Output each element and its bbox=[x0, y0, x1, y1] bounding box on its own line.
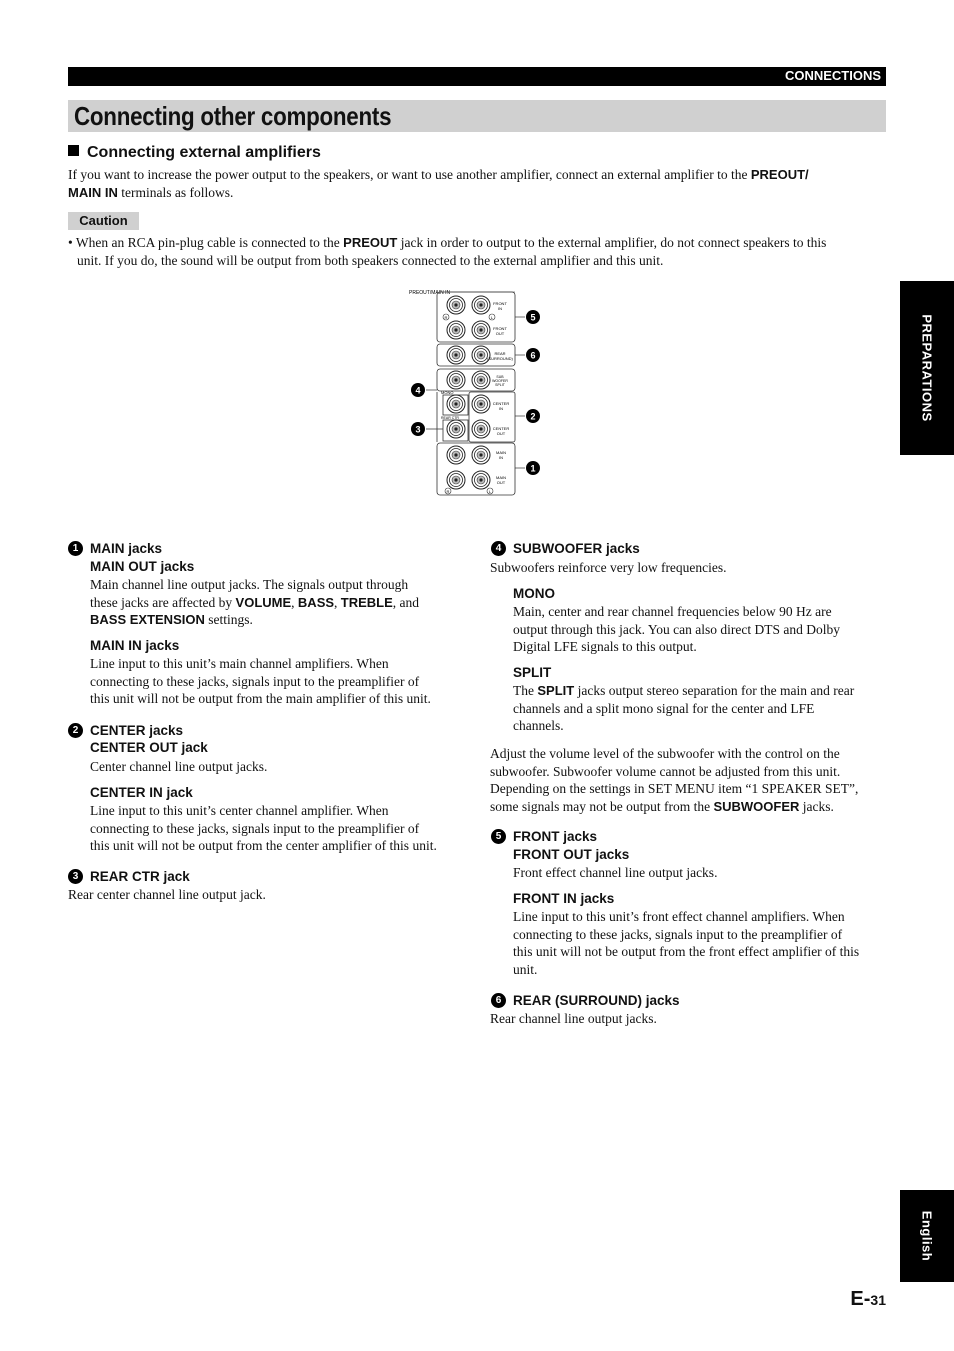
subwoofer-text: Subwoofers reinforce very low frequencies. bbox=[490, 560, 727, 575]
svg-text:(SURROUND): (SURROUND) bbox=[487, 356, 513, 361]
front-jacks-heading: 5 FRONT jacks bbox=[513, 828, 597, 846]
front-out-r-jack[interactable] bbox=[447, 321, 465, 339]
callout-3 bbox=[411, 422, 425, 436]
svg-text:R: R bbox=[444, 315, 448, 320]
svg-text:R: R bbox=[446, 489, 450, 494]
front-in-r-jack[interactable] bbox=[447, 296, 465, 314]
front-in-l-jack[interactable] bbox=[472, 296, 490, 314]
svg-text:OUT: OUT bbox=[496, 480, 506, 485]
section-heading: Connecting external amplifiers bbox=[68, 144, 321, 162]
main-in-r-jack[interactable] bbox=[447, 446, 465, 464]
center-in-text: Line input to this unit’s center channel amplifier. When connecting to these jacks, signals input to the preamplifier of this unit will not be output from the center amplifier of this unit. bbox=[90, 803, 437, 854]
front-in-text: Line input to this unit’s front effect channel amplifiers. When connecting to these jacks, signals input to the preamplifier of this unit will not be output from the front effect amplifier of this unit. bbox=[513, 909, 860, 977]
section-label: CONNECTIONS bbox=[784, 68, 881, 83]
svg-text:REAR CTR: REAR CTR bbox=[441, 416, 459, 420]
front-out-text: Front effect channel line output jacks. bbox=[513, 865, 718, 880]
center-out-jack[interactable] bbox=[472, 420, 490, 438]
center-in-jack[interactable] bbox=[472, 395, 490, 413]
callout-6 bbox=[526, 348, 540, 362]
rear-l-jack[interactable] bbox=[472, 346, 490, 364]
svg-text:REAR: REAR bbox=[494, 351, 506, 356]
svg-text:CENTER: CENTER bbox=[492, 401, 510, 406]
svg-text:IN: IN bbox=[499, 455, 503, 460]
svg-text:IN: IN bbox=[498, 306, 502, 311]
rear-ctr-heading: 3 REAR CTR jack bbox=[90, 868, 190, 886]
split-heading: SPLIT bbox=[513, 665, 552, 680]
svg-text:WOOFER: WOOFER bbox=[492, 379, 508, 383]
svg-text:SUB: SUB bbox=[496, 375, 504, 379]
rear-surround-text: Rear channel line output jacks. bbox=[490, 1011, 657, 1026]
main-out-r-jack[interactable] bbox=[447, 471, 465, 489]
main-out-l-jack[interactable] bbox=[472, 471, 490, 489]
title-bar bbox=[68, 100, 886, 132]
main-in-l-jack[interactable] bbox=[472, 446, 490, 464]
svg-text:L: L bbox=[488, 489, 492, 494]
main-out-text: Main channel line output jacks. The signals output through these jacks are affected by VOLUME, BASS, TREBLE, and BASS EXTENSION settings. bbox=[90, 577, 420, 628]
svg-text:MAIN: MAIN bbox=[496, 475, 506, 480]
svg-text:CENTER: CENTER bbox=[492, 426, 510, 431]
svg-text:IN: IN bbox=[499, 406, 503, 411]
svg-text:3: 3 bbox=[415, 424, 421, 435]
callout-4 bbox=[411, 383, 425, 397]
callout-1 bbox=[526, 461, 540, 475]
caution-text: • When an RCA pin-plug cable is connected to the PREOUT jack in order to output to the external amplifier, do not connect speakers to this unit. If you do, the sound will be output from both speakers connected to the external amplifier and this unit. bbox=[68, 235, 827, 268]
svg-text:MONO: MONO bbox=[441, 390, 454, 395]
front-out-l-jack[interactable] bbox=[472, 321, 490, 339]
svg-text:OUT: OUT bbox=[496, 431, 506, 436]
section-header-bar bbox=[68, 67, 886, 86]
split-text: The SPLIT jacks output stereo separation for the main and rear channels and a split mono signal for the center and LFE channels. bbox=[513, 683, 855, 734]
svg-text:FRONT: FRONT bbox=[493, 326, 507, 331]
center-out-text: Center channel line output jacks. bbox=[90, 759, 268, 774]
preout-main-in-diagram bbox=[400, 284, 560, 502]
front-out-heading: FRONT OUT jacks bbox=[513, 847, 630, 862]
subwoofer-mono-jack[interactable] bbox=[447, 395, 465, 413]
square-bullet-icon bbox=[68, 145, 79, 156]
svg-text:5: 5 bbox=[530, 312, 536, 323]
center-in-heading: CENTER IN jack bbox=[90, 785, 193, 800]
rear-surround-heading: 6 REAR (SURROUND) jacks bbox=[513, 992, 680, 1010]
svg-text:2: 2 bbox=[530, 411, 536, 422]
page-title: Connecting other components bbox=[74, 101, 392, 131]
svg-text:6: 6 bbox=[530, 350, 536, 361]
rear-ctr-jack[interactable] bbox=[447, 420, 465, 438]
callout-2 bbox=[526, 409, 540, 423]
svg-text:FRONT: FRONT bbox=[493, 301, 507, 306]
intro-paragraph: If you want to increase the power output to the speakers, or want to use another amplifier, connect an external amplifier to the PREOUT/ MAIN IN terminals as follows. bbox=[68, 167, 809, 200]
front-in-heading: FRONT IN jacks bbox=[513, 891, 615, 906]
main-in-text: Line input to this unit’s main channel amplifiers. When connecting to these jacks, signals input to the preamplifier of this unit will not be output from the main amplifier of this unit. bbox=[90, 656, 431, 707]
rear-r-jack[interactable] bbox=[447, 346, 465, 364]
subwoofer-split-jack-2[interactable] bbox=[472, 371, 490, 389]
mono-heading: MONO bbox=[513, 586, 555, 601]
callout-5 bbox=[526, 310, 540, 324]
center-out-heading: CENTER OUT jack bbox=[90, 740, 208, 755]
center-jacks-heading: 2 CENTER jacks bbox=[90, 722, 183, 740]
tab-preparations[interactable]: PREPARATIONS bbox=[900, 281, 954, 455]
subwoofer-split-jack[interactable] bbox=[447, 371, 465, 389]
tab-english[interactable]: English bbox=[900, 1190, 954, 1282]
mono-text: Main, center and rear channel frequencies below 90 Hz are output through this jack. You can also direct DTS and Dolby Digital LFE signals to this output. bbox=[513, 604, 840, 655]
svg-text:SPLIT: SPLIT bbox=[495, 383, 505, 387]
subwoofer-adjust-text: Adjust the volume level of the subwoofer with the control on the subwoofer. Subwoofer volume cannot be adjusted from this unit. Depending on the settings in SET MENU item “1 SPEAKER SET”, some signals may not be output from the SUBWOOFER jacks. bbox=[490, 746, 859, 814]
main-jacks-heading: 1 MAIN jacks bbox=[90, 540, 162, 558]
subwoofer-heading: 4 SUBWOOFER jacks bbox=[513, 540, 640, 558]
main-in-heading: MAIN IN jacks bbox=[90, 638, 180, 653]
svg-text:4: 4 bbox=[415, 385, 421, 396]
main-out-heading: MAIN OUT jacks bbox=[90, 559, 195, 574]
svg-text:MAIN: MAIN bbox=[496, 450, 506, 455]
svg-text:OUT: OUT bbox=[495, 331, 505, 336]
rear-ctr-text: Rear center channel line output jack. bbox=[68, 887, 266, 902]
svg-text:1: 1 bbox=[530, 463, 536, 474]
caution-label: Caution bbox=[68, 212, 139, 230]
page-number: E-31 bbox=[850, 1288, 886, 1310]
panel-label: PREOUT/MAIN IN bbox=[409, 290, 451, 296]
svg-text:L: L bbox=[490, 315, 494, 320]
